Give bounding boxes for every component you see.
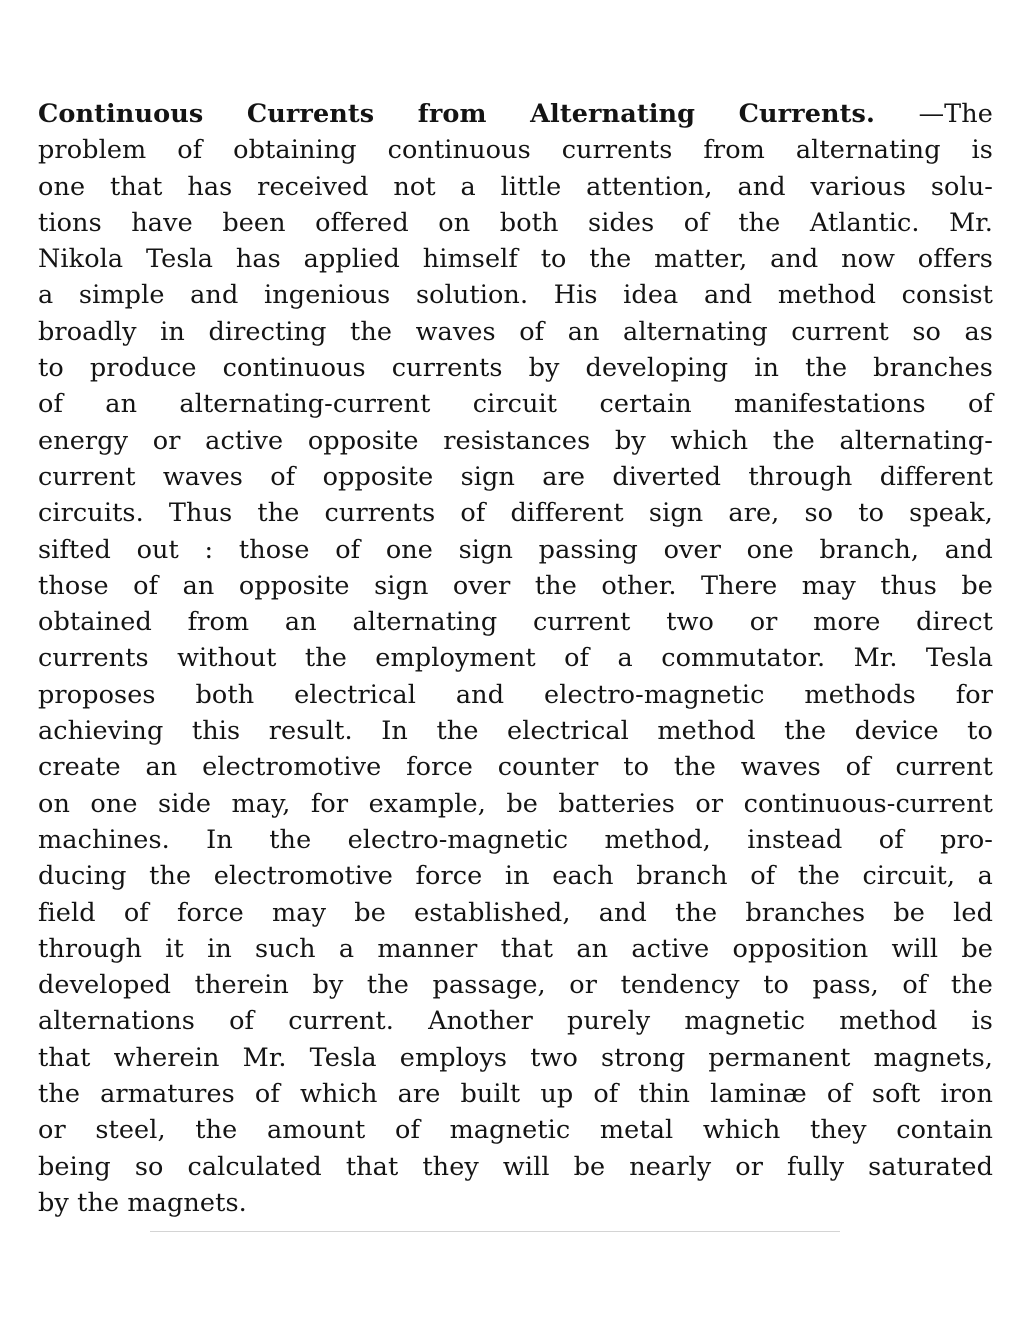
article-line: machines. In the electro-magnetic method, instead of pro- bbox=[38, 824, 993, 855]
article-line: on one side may, for example, be batteries or continuous-current bbox=[38, 788, 993, 819]
article-line: achieving this result. In the electrical method the device to bbox=[38, 716, 993, 747]
article-line: ducing the electromotive force in each branch of the circuit, a bbox=[38, 861, 993, 892]
article-line: those of an opposite sign over the other. There may thus be bbox=[38, 570, 993, 601]
article-line: that wherein Mr. Tesla employs two strong permanent magnets, bbox=[38, 1042, 993, 1073]
article-line: or steel, the amount of magnetic metal which they contain bbox=[38, 1115, 993, 1146]
article-line: current waves of opposite sign are diverted through different bbox=[38, 461, 993, 492]
article-line: developed therein by the passage, or tendency to pass, of the bbox=[38, 970, 993, 1001]
article-line: a simple and ingenious solution. His idea and method consist bbox=[38, 280, 993, 311]
article-line: to produce continuous currents by developing in the branches bbox=[38, 353, 993, 384]
article-line: by the magnets. bbox=[38, 1187, 247, 1218]
article-line: one that has received not a little attention, and various solu- bbox=[38, 171, 993, 202]
article-line: currents without the employment of a commutator. Mr. Tesla bbox=[38, 643, 993, 674]
article-line: proposes both electrical and electro-magnetic methods for bbox=[38, 679, 993, 710]
article-line: obtained from an alternating current two or more direct bbox=[38, 607, 993, 638]
article-first-line-tail: —The bbox=[918, 99, 993, 129]
article-line: field of force may be established, and the branches be led bbox=[38, 897, 993, 928]
article-first-line bbox=[38, 96, 993, 132]
article-line: create an electromotive force counter to the waves of current bbox=[38, 752, 993, 783]
article-line: tions have been offered on both sides of the Atlantic. Mr. bbox=[38, 207, 993, 238]
article bbox=[38, 96, 993, 1221]
article-line: sifted out : those of one sign passing over one branch, and bbox=[38, 534, 993, 565]
article-line: of an alternating-current circuit certain manifestations of bbox=[38, 389, 993, 420]
article-line: through it in such a manner that an active opposition will be bbox=[38, 933, 993, 964]
article-line: the armatures of which are built up of thin laminæ of soft iron bbox=[38, 1079, 993, 1110]
article-heading: Continuous Currents from Alternating Currents. bbox=[38, 99, 875, 129]
article-line: alternations of current. Another purely magnetic method is bbox=[38, 1006, 993, 1037]
article-line: problem of obtaining continuous currents from alternating is bbox=[38, 135, 993, 166]
bottom-rule-divider bbox=[150, 1231, 840, 1232]
article-line: broadly in directing the waves of an alternating current so as bbox=[38, 316, 993, 347]
article-line: Nikola Tesla has applied himself to the matter, and now offers bbox=[38, 244, 993, 275]
article-line: energy or active opposite resistances by which the alternating- bbox=[38, 425, 993, 456]
article-line: being so calculated that they will be nearly or fully saturated bbox=[38, 1151, 993, 1182]
article-line: circuits. Thus the currents of different sign are, so to speak, bbox=[38, 498, 993, 529]
